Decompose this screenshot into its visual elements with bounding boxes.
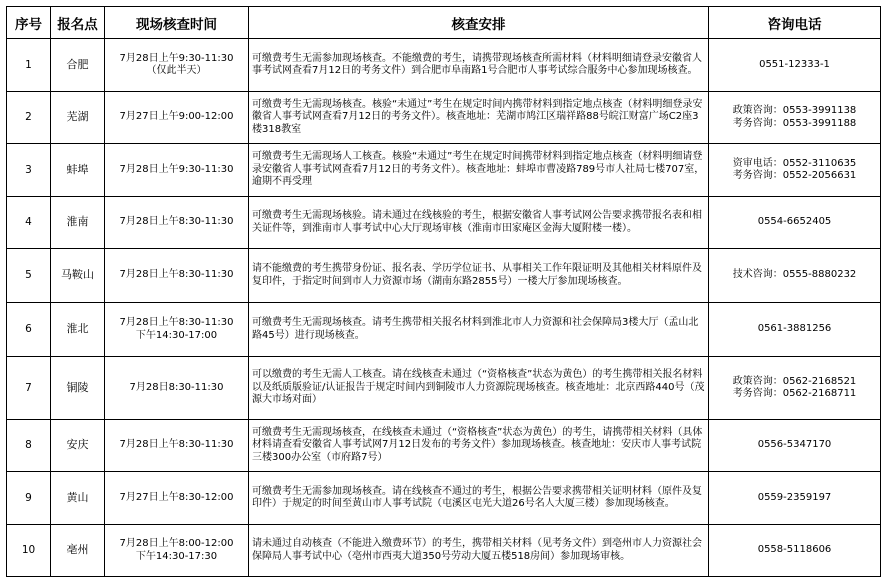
header-time: 现场核查时间 xyxy=(105,7,249,39)
header-row xyxy=(7,7,881,39)
row-phone xyxy=(709,357,881,420)
row-time-line: 7月28日8:30-11:30 xyxy=(129,381,224,393)
row-time xyxy=(105,303,249,357)
row-time-line: 下午14:30-17:00 xyxy=(135,329,218,341)
table-row xyxy=(7,144,881,197)
row-phone-line: 0554-6652405 xyxy=(757,216,832,228)
header-index: 序号 xyxy=(7,7,51,39)
row-time xyxy=(105,92,249,144)
table-row xyxy=(7,357,881,420)
row-phone xyxy=(709,197,881,249)
row-time-line: 7月27日上午8:30-12:00 xyxy=(119,491,234,503)
row-phone xyxy=(709,144,881,197)
row-location: 安庆 xyxy=(51,420,105,472)
row-phone-line: 0561-3881256 xyxy=(757,323,832,335)
row-index: 1 xyxy=(7,39,51,92)
row-time xyxy=(105,39,249,92)
row-phone-line: 考务咨询：0553-3991188 xyxy=(732,117,857,129)
table-row xyxy=(7,472,881,525)
row-location: 蚌埠 xyxy=(51,144,105,197)
row-phone-line: 0559-2359197 xyxy=(757,491,832,503)
row-location: 芜湖 xyxy=(51,92,105,144)
header-location: 报名点 xyxy=(51,7,105,39)
row-time-line: （仅此半天） xyxy=(146,65,207,76)
row-index: 7 xyxy=(7,357,51,420)
row-arrangement: 可缴费考生无需现场核查。核验“未通过”考生在规定时间内携带材料到指定地点核查（材料明细登录安徽省人事考试网查看7月12日的考务文件）。核查地址：芜湖市鸠江区瑞祥路88号皖江财富广场C2座3楼318教室 xyxy=(249,92,709,144)
row-time xyxy=(105,472,249,525)
row-index: 3 xyxy=(7,144,51,197)
table-row xyxy=(7,249,881,303)
row-index: 4 xyxy=(7,197,51,249)
row-arrangement: 请不能缴费的考生携带身份证、报名表、学历学位证书、从事相关工作年限证明及其他相关材料原件及复印件，于指定时间到市人力资源市场（湖南东路2855号）一楼大厅参加现场核查。 xyxy=(249,249,709,303)
row-phone-line: 0558-5118606 xyxy=(757,544,832,556)
row-phone-line: 考务咨询：0562-2168711 xyxy=(732,388,857,399)
row-phone xyxy=(709,472,881,525)
row-phone-line: 政策咨询：0562-2168521 xyxy=(732,375,857,387)
header-arrangement: 核查安排 xyxy=(249,7,709,39)
row-arrangement: 可缴费考生无需现场人工核查。核验“未通过”考生在规定时间携带材料到指定地点核查（材料明细请登录安徽省人事考试网查看7月12日的考务文件）。核查地址：蚌埠市曹凌路789号市人社局七楼707室，逾期不再受理 xyxy=(249,144,709,197)
row-arrangement: 可缴费考生无需参加现场核查。不能缴费的考生，请携带现场核查所需材料（材料明细请登录安徽省人事考试网查看7月12日的考务文件）到合肥市阜南路1号合肥市人事考试综合服务中心参加现场核查。 xyxy=(249,39,709,92)
row-phone xyxy=(709,420,881,472)
row-time-line: 7月28日上午8:30-11:30 xyxy=(119,439,234,451)
row-phone-line: 考务咨询：0552-2056631 xyxy=(732,170,857,181)
row-time-line: 7月28日上午8:30-11:30 xyxy=(119,269,234,281)
row-phone xyxy=(709,249,881,303)
row-time xyxy=(105,420,249,472)
row-phone-line: 0556-5347170 xyxy=(757,439,832,451)
row-location: 黄山 xyxy=(51,472,105,525)
row-phone xyxy=(709,92,881,144)
row-time xyxy=(105,249,249,303)
row-phone xyxy=(709,39,881,92)
row-time xyxy=(105,525,249,577)
row-index: 8 xyxy=(7,420,51,472)
exam-verification-table xyxy=(6,6,881,577)
row-arrangement: 可缴费考生无需参加现场核查。请在线核查不通过的考生，根据公告要求携带相关证明材料（原件及复印件）于规定的时间至黄山市人事考试院（屯溪区屯光大道26号名人大厦三楼）参加现场核查。 xyxy=(249,472,709,525)
row-phone xyxy=(709,525,881,577)
header-phone: 咨询电话 xyxy=(709,7,881,39)
row-time xyxy=(105,144,249,197)
row-time-line: 7月28日上午9:30-11:30 xyxy=(119,52,234,64)
row-time xyxy=(105,357,249,420)
table-row xyxy=(7,92,881,144)
row-index: 2 xyxy=(7,92,51,144)
table-row xyxy=(7,525,881,577)
row-arrangement: 请未通过自动核查（不能进入缴费环节）的考生，携带相关材料（见考务文件）到亳州市人力资源社会保障局人事考试中心（亳州市西夷大道350号劳动大厦五楼518房间）参加现场审核。 xyxy=(249,525,709,577)
row-location: 亳州 xyxy=(51,525,105,577)
table-row xyxy=(7,197,881,249)
row-time-line: 下午14:30-17:30 xyxy=(135,550,218,562)
row-index: 9 xyxy=(7,472,51,525)
table-row xyxy=(7,420,881,472)
row-phone xyxy=(709,303,881,357)
row-arrangement: 可缴费考生无需现场核查，在线核查未通过（“资格核查”状态为黄色）的考生，请携带相关材料（具体材料请查看安徽省人事考试网7月12日发布的考务文件）参加现场核查。核查地址：安庆市人事考试院三楼300办公室（市府路7号） xyxy=(249,420,709,472)
table-row xyxy=(7,39,881,92)
row-index: 6 xyxy=(7,303,51,357)
row-arrangement: 可以缴费的考生无需人工核查。请在线核查未通过（“资格核查”状态为黄色）的考生携带相关报名材料以及纸质版验证/认证报告于规定时间内到铜陵市人力资源院现场核查。核查地址：北京西路440号（茂源大市场对面） xyxy=(249,357,709,420)
row-time-line: 7月28日上午8:00-12:00 xyxy=(119,538,234,549)
row-time-line: 7月27日上午9:00-12:00 xyxy=(119,111,234,123)
row-location: 合肥 xyxy=(51,39,105,92)
row-location: 马鞍山 xyxy=(51,249,105,303)
row-phone-line: 政策咨询：0553-3991138 xyxy=(732,105,857,116)
row-phone-line: 资审电话：0552-3110635 xyxy=(732,157,857,169)
row-location: 铜陵 xyxy=(51,357,105,420)
row-time-line: 7月28日上午8:30-11:30 xyxy=(119,317,234,328)
row-index: 10 xyxy=(7,525,51,577)
row-location: 淮南 xyxy=(51,197,105,249)
row-time-line: 7月28日上午9:30-11:30 xyxy=(119,163,234,175)
row-arrangement: 可缴费考生无需现场核查。请考生携带相关报名材料到淮北市人力资源和社会保障局3楼大厅（孟山北路45号）进行现场核查。 xyxy=(249,303,709,357)
row-arrangement: 可缴费考生无需现场核验。请未通过在线核验的考生，根据安徽省人事考试网公告要求携带报名表和相关证件等，到淮南市人事考试中心大厅现场审核（淮南市田家庵区金海大厦附楼一楼）。 xyxy=(249,197,709,249)
row-time xyxy=(105,197,249,249)
row-index: 5 xyxy=(7,249,51,303)
exam-verification-table-container xyxy=(6,6,881,577)
row-time-line: 7月28日上午8:30-11:30 xyxy=(119,216,234,228)
table-row xyxy=(7,303,881,357)
row-phone-line: 0551-12333-1 xyxy=(759,58,830,70)
row-location: 淮北 xyxy=(51,303,105,357)
row-phone-line: 技术咨询：0555-8880232 xyxy=(732,269,857,281)
